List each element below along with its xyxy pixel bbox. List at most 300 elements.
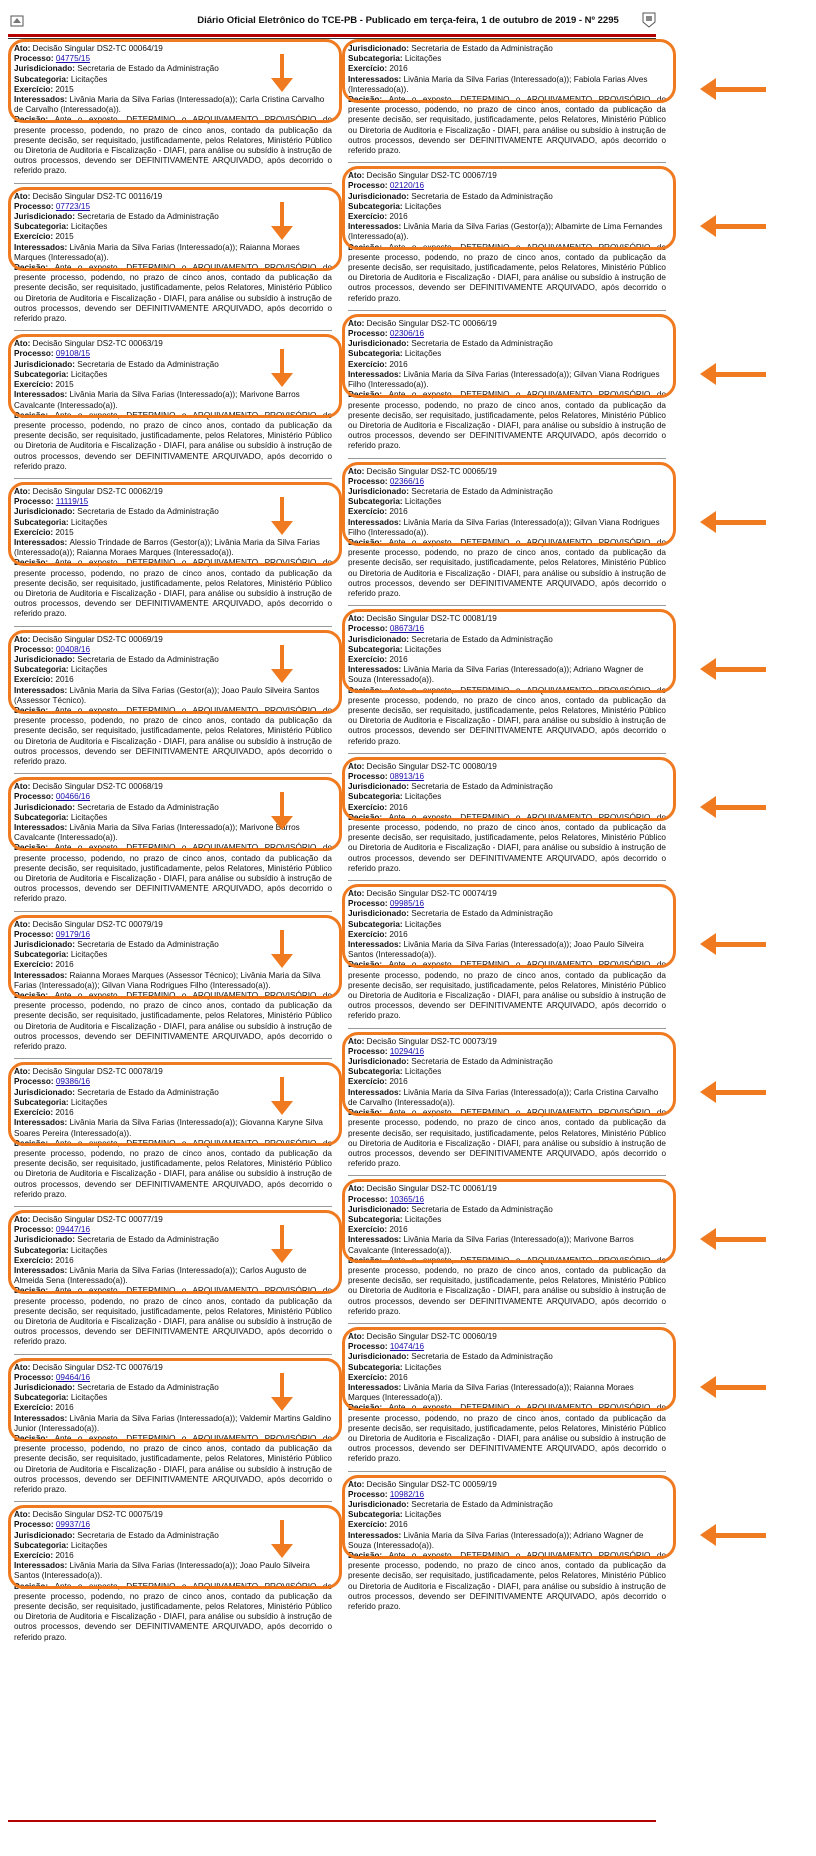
subcategoria-label: Subcategoria:	[14, 665, 71, 675]
header-rule	[8, 34, 656, 37]
interessados-label: Interessados:	[348, 1382, 404, 1392]
jurisdicionado-value: Secretaria de Estado da Administração	[77, 64, 219, 74]
subcategoria-label: Subcategoria:	[14, 1393, 71, 1403]
processo-label: Processo:	[14, 201, 56, 211]
interessados-line	[14, 243, 332, 263]
decision-entry	[348, 319, 666, 456]
decision-entry	[14, 1067, 332, 1204]
interessados-value: Livânia Maria da Silva Farias (Interessado(a)); Joao Paulo Silveira Santos (Interessado(a)).	[348, 940, 644, 960]
processo-link[interactable]: 11119/15	[55, 497, 89, 507]
processo-line	[14, 1225, 332, 1235]
jurisdicionado-label: Jurisdicionado:	[14, 1235, 78, 1245]
subcategoria-line	[348, 1363, 666, 1373]
entry-separator	[348, 880, 666, 881]
interessados-label: Interessados:	[14, 823, 70, 833]
decision-entry	[348, 762, 666, 878]
decisao-text: Ante o exposto, DETERMINO o ARQUIVAMENTO PROVISÓRIO do presente processo, podendo, no prazo de cinco anos, contado da publicação da presente decisão, ser requisitado, justificadamente, pelos Relatores, Ministério Público ou Diretoria de Auditoria e Fiscalização - DIAFI, para análise ou subsídio à instrução de outros processos, devendo ser DEFINITIVAMENTE ARQUIVADO, após decorrido o referido prazo.	[14, 705, 332, 766]
subcategoria-label: Subcategoria:	[348, 1362, 405, 1372]
subcategoria-value: Licitações	[404, 792, 442, 802]
jurisdicionado-line	[348, 339, 666, 349]
subcategoria-line	[348, 1067, 666, 1077]
interessados-line	[348, 665, 666, 685]
decisao-text: Ante o exposto, DETERMINO o ARQUIVAMENTO PROVISÓRIO do presente processo, podendo, no prazo de cinco anos, contado da publicação da presente decisão, ser requisitado, justificadamente, pelos Relatores, Ministério Público ou Diretoria de Auditoria e Fiscalização - DIAFI, para análise ou subsídio à instrução de outros processos, devendo ser DEFINITIVAMENTE ARQUIVADO, após decorrido o referido prazo.	[14, 1581, 332, 1642]
ato-line	[348, 762, 666, 772]
ato-line	[14, 1215, 332, 1225]
processo-link[interactable]: 08913/16	[389, 772, 425, 781]
interessados-line	[348, 1088, 666, 1108]
decisao-label: Decisão:	[14, 410, 55, 420]
entry-separator	[348, 458, 666, 459]
decisao-label: Decisão:	[348, 1403, 389, 1413]
ato-label: Ato:	[14, 634, 33, 644]
jurisdicionado-value: Secretaria de Estado da Administração	[411, 782, 553, 792]
interessados-value: Livânia Maria da Silva Farias (Interessado(a)); Gilvan Viana Rodrigues Filho (Interessado(a)).	[348, 369, 660, 390]
subcategoria-value: Licitações	[404, 54, 442, 64]
exercicio-label: Exercício:	[14, 232, 56, 242]
entry-separator	[14, 1058, 332, 1059]
subcategoria-value: Licitações	[404, 919, 442, 929]
decisao-label: Decisão:	[348, 812, 389, 822]
exercicio-label: Exercício:	[14, 1255, 56, 1265]
decisao-paragraph	[348, 1403, 666, 1464]
processo-line	[14, 349, 332, 359]
down-arrow-shaft	[280, 1373, 284, 1399]
interessados-label: Interessados:	[348, 1530, 404, 1540]
interessados-value: Livânia Maria da Silva Farias (Interessado(a)); Carlos Augusto de Almeida Sena (Interessado(a)).	[14, 1265, 307, 1286]
down-arrow-shaft	[280, 930, 284, 956]
jurisdicionado-value: Secretaria de Estado da Administração	[77, 507, 219, 517]
down-arrow-head	[271, 1544, 293, 1558]
left-arrow-shaft	[714, 87, 766, 92]
processo-link[interactable]: 00408/16	[55, 644, 91, 654]
subcategoria-line	[348, 202, 666, 212]
processo-label: Processo:	[348, 476, 390, 486]
interessados-value: Livânia Maria da Silva Farias (Interessado(a)); Raianna Moraes Marques (Interessado(a)).	[14, 242, 300, 262]
processo-line	[14, 930, 332, 940]
ato-line	[14, 44, 332, 54]
exercicio-label: Exercício:	[348, 1077, 390, 1087]
decision-entry	[14, 635, 332, 772]
left-arrow-shaft	[714, 520, 766, 525]
exercicio-line	[348, 212, 666, 222]
processo-label: Processo:	[14, 1520, 56, 1530]
exercicio-value: 2016	[389, 1372, 408, 1382]
processo-label: Processo:	[348, 1342, 390, 1352]
decision-entry	[14, 782, 332, 908]
decisao-paragraph	[14, 1434, 332, 1495]
ato-value: Decisão Singular DS2-TC 00080/19	[366, 761, 497, 771]
right-column	[348, 44, 666, 1616]
jurisdicionado-line	[14, 1235, 332, 1245]
subcategoria-value: Licitações	[70, 1393, 108, 1403]
interessados-line	[14, 538, 332, 558]
interessados-label: Interessados:	[348, 940, 404, 950]
interessados-line	[348, 940, 666, 960]
exercicio-line	[348, 64, 666, 74]
ato-label: Ato:	[348, 889, 367, 899]
decisao-label: Decisão:	[348, 1551, 389, 1561]
decision-entry	[14, 1363, 332, 1500]
left-arrow-shaft	[714, 224, 766, 229]
jurisdicionado-line	[348, 1057, 666, 1067]
ato-label: Ato:	[348, 1331, 367, 1341]
entry-separator	[14, 911, 332, 912]
processo-label: Processo:	[348, 899, 390, 909]
jurisdicionado-line	[14, 360, 332, 370]
ato-line	[348, 614, 666, 624]
processo-link[interactable]: 09464/16	[55, 1372, 91, 1382]
interessados-label: Interessados:	[14, 685, 70, 695]
decisao-label: Decisão:	[14, 1138, 55, 1148]
jurisdicionado-line	[348, 1352, 666, 1362]
processo-link[interactable]: 10982/16	[389, 1489, 425, 1499]
processo-link[interactable]: 09985/16	[389, 899, 425, 909]
interessados-line	[14, 1266, 332, 1286]
decisao-paragraph	[348, 1256, 666, 1317]
ato-line	[14, 782, 332, 792]
entry-separator	[348, 1323, 666, 1324]
subcategoria-value: Licitações	[70, 1540, 108, 1550]
exercicio-line	[348, 930, 666, 940]
ato-label: Ato:	[348, 614, 367, 624]
decisao-paragraph	[14, 843, 332, 904]
ato-line	[14, 635, 332, 645]
processo-label: Processo:	[348, 772, 390, 781]
entry-separator	[14, 773, 332, 774]
interessados-line	[348, 518, 666, 538]
entry-separator	[348, 605, 666, 606]
jurisdicionado-label: Jurisdicionado:	[14, 654, 78, 664]
ato-value: Decisão Singular DS2-TC 00065/19	[366, 466, 497, 476]
decisao-label: Decisão:	[348, 95, 389, 105]
jurisdicionado-label: Jurisdicionado:	[348, 1204, 412, 1214]
subcategoria-label: Subcategoria:	[14, 950, 71, 960]
ato-value: Decisão Singular DS2-TC 00060/19	[366, 1331, 497, 1341]
decision-entry	[348, 467, 666, 604]
decisao-label: Decisão:	[14, 1581, 55, 1591]
down-arrow-head	[271, 226, 293, 240]
interessados-value: Livânia Maria da Silva Farias (Interessado(a)); Giovanna Karyne Silva Soares Pereira (Interessado(a)).	[14, 1118, 323, 1138]
jurisdicionado-value: Secretaria de Estado da Administração	[77, 1382, 219, 1392]
decisao-text: Ante o exposto, DETERMINO o ARQUIVAMENTO PROVISÓRIO do presente processo, podendo, no prazo de cinco anos, contado da publicação da presente decisão, ser requisitado, justificadamente, pelos Relatores, Ministério Público ou Diretoria de Auditoria e Fiscalização - DIAFI, para análise ou subsídio à instrução de outros processos, devendo ser DEFINITIVAMENTE ARQUIVADO, após decorrido o referido prazo.	[348, 812, 666, 873]
header-rule-thin	[8, 38, 656, 39]
interessados-value: Raianna Moraes Marques (Assessor Técnico); Livânia Maria da Silva Farias (Interessado(a)); Gilvan Viana Rodrigues Filho (Interessado(a)).	[14, 970, 321, 990]
down-arrow-shaft	[280, 645, 284, 671]
interessados-label: Interessados:	[14, 1561, 70, 1571]
jurisdicionado-line	[348, 909, 666, 919]
down-arrow-shaft	[280, 349, 284, 375]
decisao-paragraph	[348, 960, 666, 1021]
jurisdicionado-line	[14, 803, 332, 813]
interessados-value: Livânia Maria da Silva Farias (Interessado(a)); Joao Paulo Silveira Santos (Interessado(a)).	[14, 1561, 310, 1581]
interessados-value: Livânia Maria da Silva Farias (Interessado(a)); Marivone Barros Cavalcante (Interessado(a)).	[14, 390, 300, 410]
subcategoria-line	[348, 792, 666, 802]
jurisdicionado-label: Jurisdicionado:	[348, 1352, 412, 1362]
decisao-paragraph	[348, 813, 666, 874]
decision-entry	[14, 1215, 332, 1352]
jurisdicionado-value: Secretaria de Estado da Administração	[411, 339, 553, 349]
left-arrow-shaft	[714, 1533, 766, 1538]
exercicio-label: Exercício:	[14, 527, 56, 537]
jurisdicionado-line	[14, 212, 332, 222]
processo-link[interactable]: 10365/16	[389, 1194, 425, 1204]
exercicio-value: 2016	[55, 1108, 74, 1118]
decisao-text: Ante o exposto, DETERMINO o ARQUIVAMENTO PROVISÓRIO do presente processo, podendo, no prazo de cinco anos, contado da publicação da presente decisão, ser requisitado, justificadamente, pelos Relatores, Ministério Público ou Diretoria de Auditoria e Fiscalização - DIAFI, para análise ou subsídio à instrução de outros processos, devendo ser DEFINITIVAMENTE ARQUIVADO, após decorrido o referido prazo.	[348, 95, 666, 156]
processo-link[interactable]: 02120/16	[389, 181, 425, 191]
processo-label: Processo:	[14, 644, 56, 654]
subcategoria-label: Subcategoria:	[14, 222, 71, 232]
interessados-label: Interessados:	[348, 517, 404, 527]
down-arrow-shaft	[280, 202, 284, 228]
exercicio-value: 2016	[55, 675, 74, 685]
processo-label: Processo:	[348, 181, 390, 191]
exercicio-line	[348, 1077, 666, 1087]
decisao-paragraph	[348, 95, 666, 156]
decisao-paragraph	[14, 1582, 332, 1643]
jurisdicionado-label: Jurisdicionado:	[348, 634, 412, 644]
ato-line	[348, 889, 666, 899]
decisao-label: Decisão:	[14, 263, 55, 273]
jurisdicionado-label: Jurisdicionado:	[14, 940, 78, 950]
jurisdicionado-value: Secretaria de Estado da Administração	[411, 1057, 553, 1067]
decisao-text: Ante o exposto, DETERMINO o ARQUIVAMENTO PROVISÓRIO do presente processo, podendo, no prazo de cinco anos, contado da publicação da presente decisão, ser requisitado, justificadamente, pelos Relatores, Ministério Público ou Diretoria de Auditoria e Fiscalização - DIAFI, para análise ou subsídio à instrução de outros processos, devendo ser DEFINITIVAMENTE ARQUIVADO, após decorrido o referido prazo.	[14, 1138, 332, 1199]
ato-line	[14, 487, 332, 497]
decisao-label: Decisão:	[348, 390, 389, 400]
exercicio-label: Exercício:	[14, 960, 56, 970]
decisao-paragraph	[348, 1551, 666, 1612]
ato-line	[14, 1067, 332, 1077]
decisao-text: Ante o exposto, DETERMINO o ARQUIVAMENTO PROVISÓRIO do presente processo, podendo, no prazo de cinco anos, contado da publicação da presente decisão, ser requisitado, justificadamente, pelos Relatores, Ministério Público ou Diretoria de Auditoria e Fiscalização - DIAFI, para análise ou subsídio à instrução de outros processos, devendo ser DEFINITIVAMENTE ARQUIVADO, após decorrido o referido prazo.	[348, 685, 666, 746]
jurisdicionado-line	[348, 635, 666, 645]
entry-separator	[14, 1206, 332, 1207]
entry-separator	[348, 1471, 666, 1472]
left-arrow-shaft	[714, 942, 766, 947]
entry-separator	[14, 330, 332, 331]
decisao-text: Ante o exposto, DETERMINO o ARQUIVAMENTO PROVISÓRIO do presente processo, podendo, no prazo de cinco anos, contado da publicação da presente decisão, ser requisitado, justificadamente, pelos Relatores, Ministério Público ou Diretoria de Auditoria e Fiscalização - DIAFI, para análise ou subsídio à instrução de outros processos, devendo ser DEFINITIVAMENTE ARQUIVADO, após decorrido o referido prazo.	[348, 1255, 666, 1316]
subcategoria-line	[348, 920, 666, 930]
decisao-label: Decisão:	[14, 115, 55, 125]
interessados-value: Livânia Maria da Silva Farias (Gestor(a)); Joao Paulo Silveira Santos (Assessor Técnico).	[14, 685, 320, 705]
subcategoria-value: Licitações	[70, 950, 108, 960]
down-arrow-shaft	[280, 792, 284, 818]
exercicio-line	[348, 360, 666, 370]
subcategoria-value: Licitações	[404, 1362, 442, 1372]
processo-link[interactable]: 09937/16	[55, 1520, 91, 1530]
ato-value: Decisão Singular DS2-TC 00069/19	[32, 634, 163, 644]
processo-link[interactable]: 10474/16	[389, 1342, 425, 1352]
ato-label: Ato:	[348, 318, 367, 328]
subcategoria-value: Licitações	[404, 1510, 442, 1520]
interessados-label: Interessados:	[14, 970, 70, 980]
processo-link[interactable]: 00466/16	[55, 792, 91, 802]
processo-link[interactable]: 02366/16	[389, 476, 425, 486]
interessados-label: Interessados:	[14, 537, 70, 547]
interessados-line	[14, 1561, 332, 1581]
interessados-line	[348, 370, 666, 390]
exercicio-label: Exercício:	[14, 84, 56, 94]
jurisdicionado-value: Secretaria de Estado da Administração	[77, 802, 219, 812]
decisao-paragraph	[14, 263, 332, 324]
ato-value: Decisão Singular DS2-TC 00061/19	[366, 1184, 497, 1194]
processo-link[interactable]: 08673/16	[389, 624, 425, 634]
ato-line	[348, 1184, 666, 1194]
decisao-label: Decisão:	[14, 1286, 55, 1296]
decision-entry	[348, 44, 666, 160]
interessados-label: Interessados:	[348, 1235, 404, 1245]
processo-label: Processo:	[14, 497, 56, 507]
processo-line	[348, 1047, 666, 1057]
subcategoria-value: Licitações	[404, 497, 442, 507]
left-arrow-shaft	[714, 1090, 766, 1095]
jurisdicionado-label: Jurisdicionado:	[348, 44, 412, 53]
decisao-paragraph	[14, 706, 332, 767]
ato-label: Ato:	[348, 171, 367, 181]
ato-line	[348, 1037, 666, 1047]
ato-line	[14, 920, 332, 930]
subcategoria-line	[348, 1215, 666, 1225]
decisao-label: Decisão:	[14, 1433, 55, 1443]
processo-line	[14, 202, 332, 212]
left-arrow-shaft	[714, 1237, 766, 1242]
jurisdicionado-value: Secretaria de Estado da Administração	[77, 212, 219, 222]
subcategoria-value: Licitações	[404, 1214, 442, 1224]
jurisdicionado-value: Secretaria de Estado da Administração	[77, 940, 219, 950]
subcategoria-label: Subcategoria:	[14, 1097, 71, 1107]
entry-separator	[14, 1354, 332, 1355]
jurisdicionado-value: Secretaria de Estado da Administração	[77, 1530, 219, 1540]
ato-line	[348, 319, 666, 329]
subcategoria-value: Licitações	[404, 349, 442, 359]
processo-line	[348, 772, 666, 782]
footer-rule	[8, 1820, 656, 1822]
jurisdicionado-line	[14, 655, 332, 665]
processo-link[interactable]: 07723/15	[55, 201, 91, 211]
processo-link[interactable]: 09447/16	[55, 1225, 91, 1235]
processo-line	[348, 1342, 666, 1352]
processo-label: Processo:	[348, 1046, 390, 1056]
decision-entry	[348, 1037, 666, 1174]
ato-label: Ato:	[348, 761, 367, 771]
jurisdicionado-value: Secretaria de Estado da Administração	[411, 486, 553, 496]
jurisdicionado-label: Jurisdicionado:	[348, 1057, 412, 1067]
ato-line	[14, 1510, 332, 1520]
exercicio-label: Exercício:	[348, 802, 390, 812]
interessados-line	[14, 971, 332, 991]
decisao-label: Decisão:	[348, 685, 389, 695]
down-arrow-head	[271, 78, 293, 92]
processo-label: Processo:	[348, 329, 390, 339]
subcategoria-line	[348, 497, 666, 507]
decisao-text: Ante o exposto, DETERMINO o ARQUIVAMENTO PROVISÓRIO do presente processo, podendo, no prazo de cinco anos, contado da publicação da presente decisão, ser requisitado, justificadamente, pelos Relatores, Ministério Público ou Diretoria de Auditoria e Fiscalização - DIAFI, para análise ou subsídio à instrução de outros processos, devendo ser DEFINITIVAMENTE ARQUIVADO, após decorrido o referido prazo.	[14, 1286, 332, 1347]
subcategoria-label: Subcategoria:	[14, 369, 71, 379]
processo-link[interactable]: 02306/16	[389, 329, 425, 339]
subcategoria-label: Subcategoria:	[348, 644, 405, 654]
decisao-label: Decisão:	[14, 705, 55, 715]
entry-separator	[348, 162, 666, 163]
jurisdicionado-label: Jurisdicionado:	[348, 486, 412, 496]
ato-value: Decisão Singular DS2-TC 00081/19	[366, 614, 497, 624]
ato-value: Decisão Singular DS2-TC 00059/19	[366, 1479, 497, 1489]
processo-link[interactable]: 10294/16	[389, 1046, 425, 1056]
processo-line	[348, 624, 666, 634]
jurisdicionado-value: Secretaria de Estado da Administração	[411, 634, 553, 644]
subcategoria-label: Subcategoria:	[14, 74, 71, 84]
left-arrow-shaft	[714, 805, 766, 810]
ato-line	[348, 1480, 666, 1490]
processo-label: Processo:	[14, 1372, 56, 1382]
decision-entry	[14, 1510, 332, 1647]
processo-line	[348, 477, 666, 487]
processo-link[interactable]: 09108/15	[55, 349, 91, 359]
decisao-text: Ante o exposto, DETERMINO o ARQUIVAMENTO PROVISÓRIO do presente processo, podendo, no prazo de cinco anos, contado da publicação da presente decisão, ser requisitado, justificadamente, pelos Relatores, Ministério Público ou Diretoria de Auditoria e Fiscalização - DIAFI, para análise ou subsídio à instrução de outros processos, devendo ser DEFINITIVAMENTE ARQUIVADO, após decorrido o referido prazo.	[348, 1403, 666, 1464]
subcategoria-label: Subcategoria:	[348, 1510, 405, 1520]
decisao-label: Decisão:	[348, 1255, 389, 1265]
jurisdicionado-label: Jurisdicionado:	[348, 782, 412, 792]
down-arrow-head	[271, 954, 293, 968]
jurisdicionado-line	[14, 940, 332, 950]
entry-separator	[348, 1175, 666, 1176]
ato-line	[348, 1332, 666, 1342]
coat-of-arms-icon	[10, 14, 24, 28]
ato-value: Decisão Singular DS2-TC 00074/19	[366, 889, 497, 899]
exercicio-label: Exercício:	[14, 380, 56, 390]
jurisdicionado-line	[348, 487, 666, 497]
interessados-line	[348, 1531, 666, 1551]
interessados-line	[14, 686, 332, 706]
exercicio-value: 2016	[389, 64, 408, 74]
decisao-paragraph	[14, 115, 332, 176]
ato-label: Ato:	[348, 1184, 367, 1194]
entry-separator	[348, 1028, 666, 1029]
subcategoria-value: Licitações	[70, 812, 108, 822]
jurisdicionado-line	[348, 1500, 666, 1510]
processo-link[interactable]: 09386/16	[55, 1077, 91, 1087]
exercicio-value: 2016	[389, 1520, 408, 1530]
processo-label: Processo:	[14, 54, 56, 64]
tce-logo-icon	[642, 12, 656, 28]
interessados-value: Livânia Maria da Silva Farias (Interessado(a)); Raianna Moraes Marques (Interessado(a)).	[348, 1382, 634, 1403]
ato-value: Decisão Singular DS2-TC 00075/19	[32, 1510, 163, 1520]
decisao-label: Decisão:	[348, 242, 389, 252]
subcategoria-label: Subcategoria:	[14, 1540, 71, 1550]
processo-link[interactable]: 04775/15	[55, 54, 91, 64]
jurisdicionado-line	[14, 1531, 332, 1541]
decision-entry	[348, 1480, 666, 1617]
interessados-label: Interessados:	[14, 1413, 70, 1423]
interessados-label: Interessados:	[14, 1265, 70, 1275]
processo-link[interactable]: 09179/16	[55, 929, 91, 939]
interessados-value: Alessio Trindade de Barros (Gestor(a)); Livânia Maria da Silva Farias (Interessado(a)); Raianna Moraes Marques (Interessado(a)).	[14, 537, 320, 558]
exercicio-label: Exercício:	[348, 1520, 390, 1530]
down-arrow-head	[271, 1397, 293, 1411]
jurisdicionado-line	[14, 507, 332, 517]
exercicio-label: Exercício:	[348, 1372, 390, 1382]
interessados-line	[14, 1414, 332, 1434]
decision-entry	[14, 192, 332, 329]
decisao-text: Ante o exposto, DETERMINO o ARQUIVAMENTO PROVISÓRIO do presente processo, podendo, no prazo de cinco anos, contado da publicação da presente decisão, ser requisitado, justificadamente, pelos Relatores, Ministério Público ou Diretoria de Auditoria e Fiscalização - DIAFI, para análise ou subsídio à instrução de outros processos, devendo ser DEFINITIVAMENTE ARQUIVADO, após decorrido o referido prazo.	[348, 390, 666, 451]
decisao-label: Decisão:	[14, 843, 55, 853]
entry-separator	[348, 753, 666, 754]
decisao-paragraph	[348, 390, 666, 451]
exercicio-line	[348, 803, 666, 813]
ato-value: Decisão Singular DS2-TC 00063/19	[32, 339, 163, 349]
ato-label: Ato:	[14, 1067, 33, 1077]
decisao-paragraph	[14, 411, 332, 472]
ato-line	[14, 192, 332, 202]
decisao-paragraph	[14, 1286, 332, 1347]
subcategoria-label: Subcategoria:	[14, 517, 71, 527]
decision-entry	[348, 171, 666, 308]
